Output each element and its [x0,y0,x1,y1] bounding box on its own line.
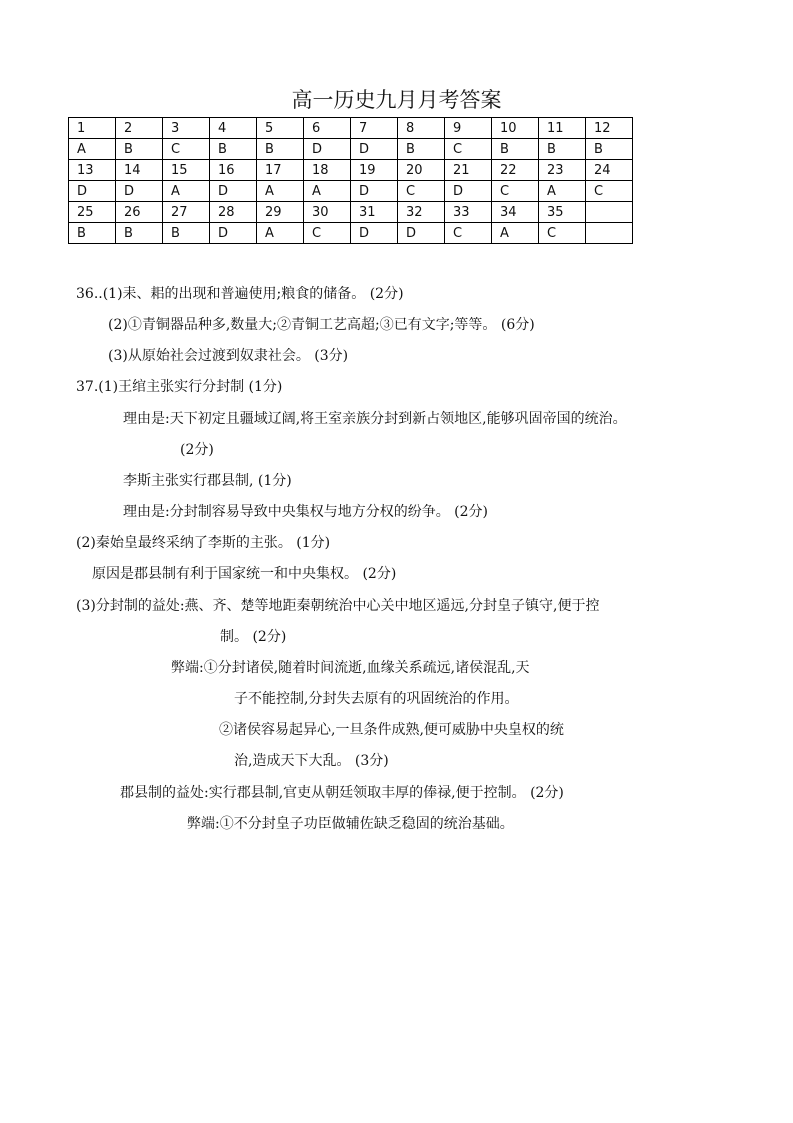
table-cell: A [257,181,304,202]
table-cell: D [116,181,163,202]
table-cell: B [210,139,257,160]
answer-37-1: 37.(1)王绾主张实行分封制 (1分) [76,379,283,395]
table-cell: 24 [586,160,633,181]
table-cell: 14 [116,160,163,181]
table-cell: 33 [445,202,492,223]
answer-37-3-f: 治,造成天下大乱。 (3分) [234,753,389,769]
table-cell: 21 [445,160,492,181]
table-cell: 3 [163,118,210,139]
table-cell: 19 [351,160,398,181]
table-cell: C [445,223,492,244]
table-cell: 12 [586,118,633,139]
table-cell: 13 [69,160,116,181]
table-row [69,202,633,223]
table-cell: C [398,181,445,202]
table-cell: 10 [492,118,539,139]
table-cell: 26 [116,202,163,223]
answer-37-3-g: 郡县制的益处:实行郡县制,官吏从朝廷领取丰厚的俸禄,便于控制。 (2分) [120,785,564,801]
answer-37-1-reason-b: 理由是:分封制容易导致中央集权与地方分权的纷争。 (2分) [123,504,488,520]
table-cell: 15 [163,160,210,181]
table-cell: B [163,223,210,244]
table-cell: B [69,223,116,244]
table-cell: 1 [69,118,116,139]
table-cell: 29 [257,202,304,223]
table-cell: 32 [398,202,445,223]
table-cell: C [492,181,539,202]
answer-37-3-h: 弊端:①不分封皇子功臣做辅佐缺乏稳固的统治基础。 [187,816,514,832]
answer-37-1-lisi: 李斯主张实行郡县制, (1分) [123,473,292,489]
table-cell: B [116,223,163,244]
table-cell: 22 [492,160,539,181]
table-cell: D [351,181,398,202]
table-cell: B [398,139,445,160]
table-cell: C [586,181,633,202]
table-cell: 20 [398,160,445,181]
table-cell: D [304,139,351,160]
table-cell: A [304,181,351,202]
table-cell: 23 [539,160,586,181]
table-cell: 4 [210,118,257,139]
table-cell [586,223,633,244]
table-cell: C [163,139,210,160]
table-cell: C [445,139,492,160]
table-cell: B [257,139,304,160]
answer-table [68,117,633,244]
answer-37-3-e: ②诸侯容易起异心,一旦条件成熟,便可威胁中央皇权的统 [219,722,564,738]
table-cell: D [210,223,257,244]
table-row [69,181,633,202]
answer-37-1-reason-a: 理由是:天下初定且疆域辽阔,将王室亲族分封到新占领地区,能够巩固帝国的统治。 [123,411,627,427]
answer-37-2-a: (2)秦始皇最终采纳了李斯的主张。 (1分) [76,535,331,551]
table-cell: D [445,181,492,202]
table-cell: 34 [492,202,539,223]
table-row [69,160,633,181]
table-cell: 11 [539,118,586,139]
table-cell: B [586,139,633,160]
table-cell: D [210,181,257,202]
table-cell: 7 [351,118,398,139]
table-cell: 31 [351,202,398,223]
table-cell: 16 [210,160,257,181]
table-cell: 8 [398,118,445,139]
table-cell: A [492,223,539,244]
answer-37-3-b: 制。 (2分) [220,629,287,645]
table-cell: 18 [304,160,351,181]
answer-36-3: (3)从原始社会过渡到奴隶社会。 (3分) [108,348,349,364]
table-cell: A [163,181,210,202]
table-cell: 17 [257,160,304,181]
table-cell: 28 [210,202,257,223]
answer-36-1: 36..(1)耒、耜的出现和普遍使用;粮食的储备。 (2分) [76,286,404,302]
answer-36-2: (2)①青铜器品种多,数量大;②青铜工艺高超;③已有文字;等等。 (6分) [108,317,535,333]
table-cell: C [304,223,351,244]
table-cell: 30 [304,202,351,223]
table-cell: A [257,223,304,244]
table-row [69,139,633,160]
table-row [69,118,633,139]
table-cell [586,202,633,223]
answer-37-2-b: 原因是郡县制有利于国家统一和中央集权。 (2分) [92,566,397,582]
answer-37-3-c: 弊端:①分封诸侯,随着时间流逝,血缘关系疏远,诸侯混乱,天 [171,660,530,676]
table-cell: D [351,139,398,160]
table-cell: 27 [163,202,210,223]
table-cell: D [351,223,398,244]
table-cell: D [398,223,445,244]
answer-37-3-d: 子不能控制,分封失去原有的巩固统治的作用。 [234,691,519,707]
answer-37-3-a: (3)分封制的益处:燕、齐、楚等地距秦朝统治中心关中地区遥远,分封皇子镇守,便于控 [76,598,600,614]
table-cell: 5 [257,118,304,139]
table-cell: B [539,139,586,160]
page-title: 高一历史九月月考答案 [291,88,502,112]
table-cell: B [492,139,539,160]
table-cell: 2 [116,118,163,139]
table-cell: D [69,181,116,202]
table-cell: 25 [69,202,116,223]
table-cell: C [539,223,586,244]
table-cell: 6 [304,118,351,139]
table-cell: 9 [445,118,492,139]
table-cell: A [539,181,586,202]
table-cell: 35 [539,202,586,223]
table-row [69,223,633,244]
table-cell: A [69,139,116,160]
table-cell: B [116,139,163,160]
answer-37-1-reason-a-score: (2分) [180,442,214,458]
